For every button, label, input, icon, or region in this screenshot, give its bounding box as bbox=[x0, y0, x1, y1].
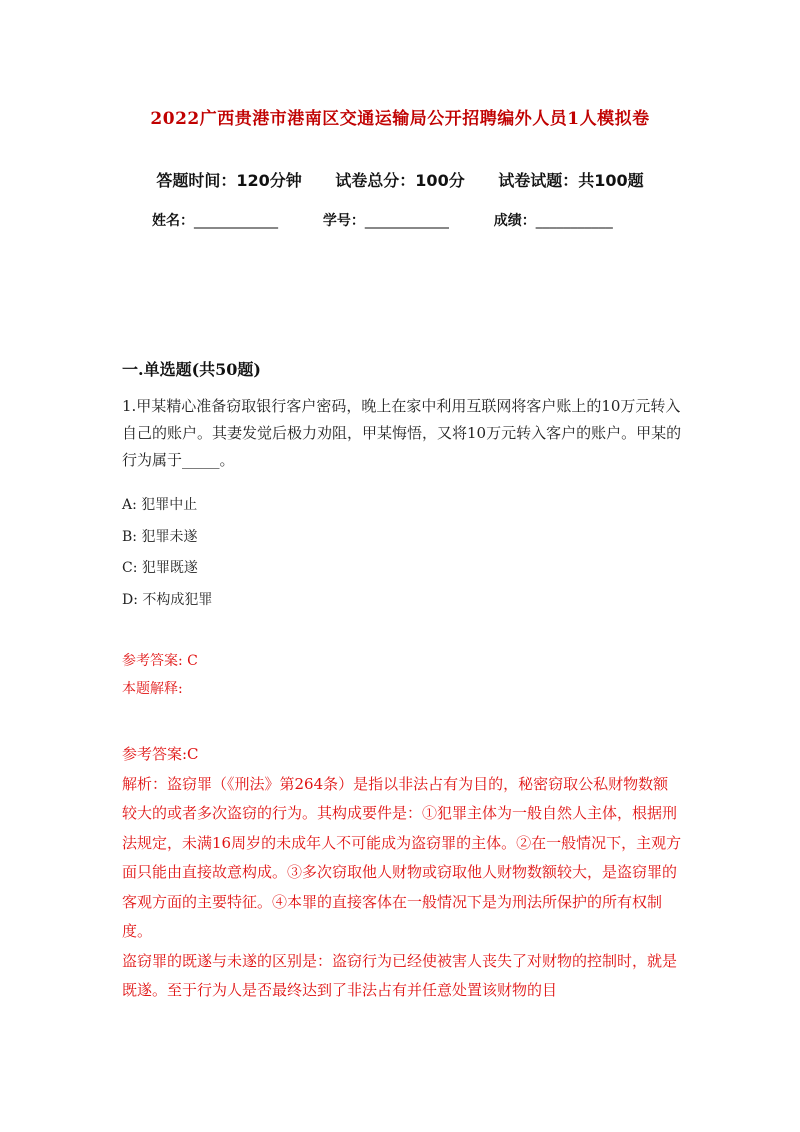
id-field bbox=[323, 210, 449, 230]
option-d: D: 不构成犯罪 bbox=[122, 591, 213, 608]
id-blank: ____________ bbox=[364, 213, 449, 229]
question-options bbox=[122, 490, 212, 616]
reference-answer: 参考答案: C bbox=[122, 653, 198, 669]
score-field bbox=[494, 210, 613, 230]
answer-block bbox=[122, 647, 198, 703]
id-label: 学号： bbox=[322, 213, 365, 229]
reference-answer-2: 参考答案:C bbox=[122, 745, 199, 763]
exam-meta bbox=[0, 168, 800, 191]
page-title: 2022广西贵港市港南区交通运输局公开招聘编外人员1人模拟卷 bbox=[150, 109, 650, 129]
question-text: 1.甲某精心准备窃取银行客户密码，晚上在家中利用互联网将客户账上的10万元转入自己的账户。其妻发觉后极力劝阻，甲某悔悟，又将10万元转入客户的账户。甲某的行为属于_____。 bbox=[122, 397, 682, 469]
option-b: B: 犯罪未遂 bbox=[122, 528, 198, 545]
student-fields bbox=[152, 210, 653, 230]
score-blank: ___________ bbox=[535, 213, 613, 229]
score-label: 成绩： bbox=[493, 213, 536, 229]
analysis-paragraph-2: 盗窃罪的既遂与未遂的区别是：盗窃行为已经使被害人丧失了对财物的控制时，就是既遂。至于行为人是否最终达到了非法占有并任意处置该财物的目 bbox=[122, 951, 678, 999]
name-blank: ____________ bbox=[194, 213, 278, 229]
analysis-block bbox=[122, 740, 682, 1006]
explanation-label: 本题解释: bbox=[122, 681, 183, 697]
name-label: 姓名： bbox=[152, 213, 194, 229]
exam-question-count: 试卷试题：共100题 bbox=[498, 171, 644, 190]
exam-time: 答题时间：120分钟 bbox=[156, 171, 302, 190]
name-field bbox=[152, 210, 278, 230]
option-a: A: 犯罪中止 bbox=[122, 497, 198, 513]
section-title: 一.单选题(共50题) bbox=[122, 360, 261, 379]
analysis-paragraph-1: 解析：盗窃罪（《刑法》第264条）是指以非法占有为目的，秘密窃取公私财物数额较大的或者多次盗窃的行为。其构成要件是：①犯罪主体为一般自然人主体，根据刑法规定，未满16周岁的未成年人不可能成为盗窃罪的主体。②在一般情况下，主观方面只能由直接故意构成。③多次窃取他人财物或窃取他人财物数额较大，是盗窃罪的客观方面的主要特征。④本罪的直接客体在一般情况下是为刑法所保护的所有权制度。 bbox=[122, 774, 682, 940]
exam-total-score: 试卷总分：100分 bbox=[335, 171, 465, 190]
option-c: C: 犯罪既遂 bbox=[122, 560, 198, 576]
